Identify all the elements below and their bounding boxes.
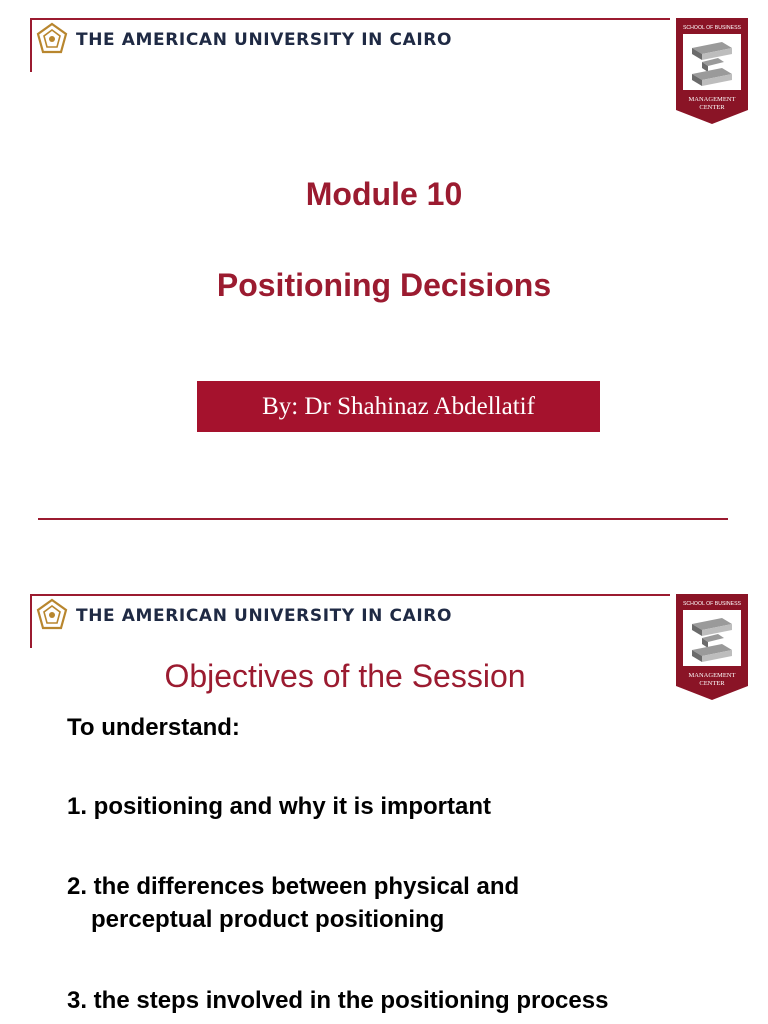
badge-bottom-line-2: CENTER [699,680,725,687]
slide-objectives [0,576,768,1024]
module-title: Module 10 [305,176,463,212]
school-of-business-badge [676,18,748,124]
university-name: THE AMERICAN UNIVERSITY IN CAIRO [76,606,453,626]
header-divider-vertical [30,594,32,648]
module-subtitle: Positioning Decisions [216,267,552,303]
badge-bottom-line-1: MANAGEMENT [688,672,736,679]
star-pentagon-emblem-icon [36,22,68,58]
objective-item-2-line-1: 2. the differences between physical and [67,873,520,900]
slide-bottom-divider [38,518,728,520]
university-name: THE AMERICAN UNIVERSITY IN CAIRO [76,30,453,50]
author-name: By: Dr Shahinaz Abdellatif [262,392,535,420]
objective-item-3: 3. the steps involved in the positioning process [67,987,609,1014]
objective-item-2-line-2: perceptual product positioning [91,906,445,933]
header-divider [30,18,670,20]
objective-item-1: 1. positioning and why it is important [67,793,492,820]
objective-item-2 [67,870,519,936]
header-divider [30,594,670,596]
university-header [36,598,452,634]
star-pentagon-emblem-icon [36,598,68,634]
header-divider-vertical [30,18,32,72]
badge-top-text: SCHOOL OF BUSINESS [682,25,742,31]
badge-bottom-line-2: CENTER [699,104,725,111]
badge-bottom-line-1: MANAGEMENT [688,96,736,103]
badge-top-text: SCHOOL OF BUSINESS [682,601,742,607]
author-banner [197,381,600,432]
university-header [36,22,452,58]
objectives-title: Objectives of the Session [164,658,526,694]
objectives-intro: To understand: [67,714,240,741]
